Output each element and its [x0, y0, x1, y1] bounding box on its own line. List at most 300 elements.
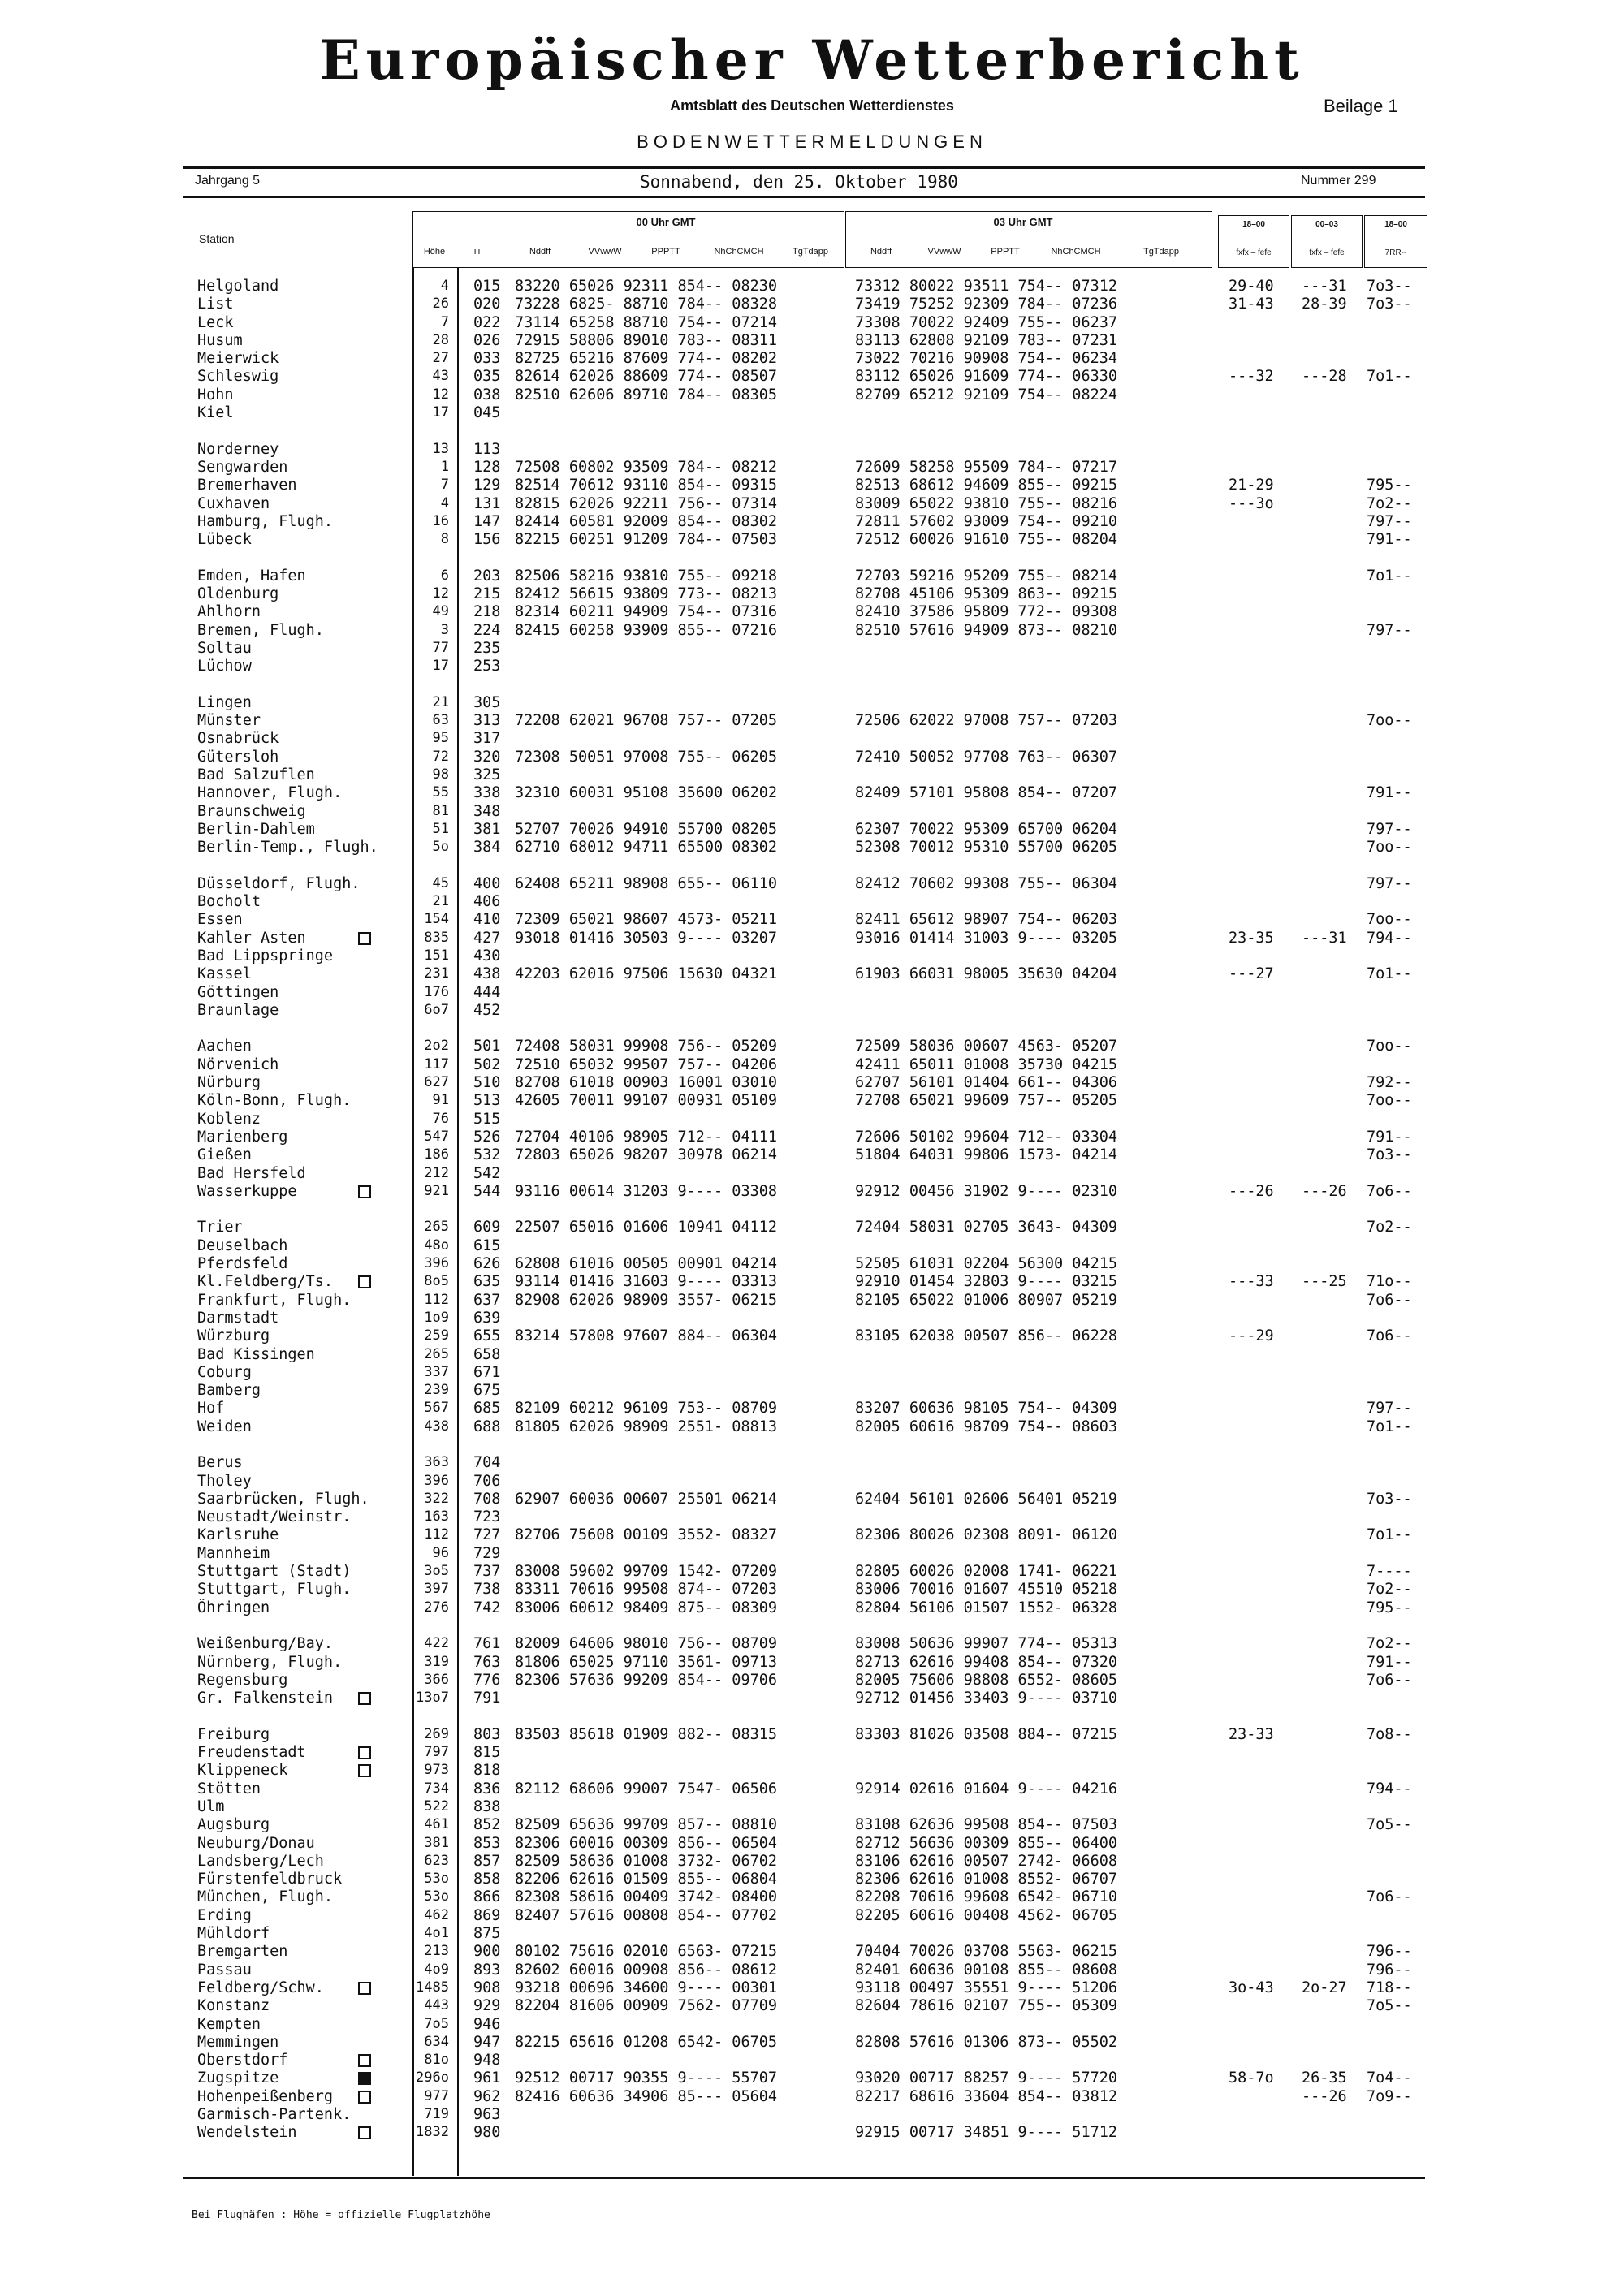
station-height: 265	[424, 1219, 449, 1236]
obs-03-utc: 42411 65011 01008 35730 04215	[855, 1055, 1118, 1073]
gust-18-00: ---3o	[1229, 494, 1274, 512]
precip-18-00: 7o6--	[1367, 1671, 1412, 1689]
station-name: Frankfurt, Flugh.	[197, 1291, 352, 1309]
station-height: 3	[440, 621, 449, 638]
station-row	[197, 1563, 1432, 1581]
station-id: 815	[473, 1744, 501, 1762]
obs-03-utc: 82217 68616 33604 854-- 03812	[855, 2087, 1118, 2105]
precip-18-00: 7oo--	[1367, 712, 1412, 730]
station-id: 675	[473, 1382, 501, 1400]
station-name: Nürburg	[197, 1074, 261, 1092]
station-height: 49	[432, 603, 449, 620]
station-row	[197, 1002, 1432, 1020]
station-id: 131	[473, 494, 501, 512]
obs-00-utc: 82308 58616 00409 3742- 08400	[515, 1888, 778, 1906]
station-id: 637	[473, 1291, 501, 1309]
obs-03-utc: 70404 70026 03708 5563- 06215	[855, 1943, 1118, 1961]
gust-18-00: 29-40	[1229, 278, 1274, 295]
station-row	[197, 1871, 1432, 1888]
station-name: Karlsruhe	[197, 1526, 279, 1544]
station-height: 797	[424, 1744, 449, 1761]
obs-00-utc: 82412 56615 93809 773-- 08213	[515, 585, 778, 603]
obs-03-utc: 83006 70016 01607 45510 05218	[855, 1581, 1118, 1599]
filled-square-marker	[358, 2072, 371, 2085]
obs-03-utc: 72410 50052 97708 763-- 06307	[855, 748, 1118, 766]
station-name: Weißenburg/Bay.	[197, 1635, 334, 1653]
station-id: 015	[473, 278, 501, 295]
station-name: Bremen, Flugh.	[197, 621, 324, 639]
station-height: 53o	[424, 1871, 449, 1888]
station-id: 147	[473, 512, 501, 530]
station-name: Münster	[197, 712, 261, 730]
station-height: 835	[424, 929, 449, 946]
station-id: 776	[473, 1671, 501, 1689]
obs-03-utc: 82401 60636 00108 855-- 08608	[855, 1961, 1118, 1979]
station-id: 962	[473, 2087, 501, 2105]
station-id: 908	[473, 1979, 501, 1996]
obs-00-utc: 32310 60031 95108 35600 06202	[515, 784, 778, 802]
station-height: 12	[432, 386, 449, 403]
obs-00-utc: 82602 60016 00908 856-- 08612	[515, 1961, 778, 1979]
station-row	[197, 568, 1432, 585]
station-height: 363	[424, 1454, 449, 1471]
station-name: Hohn	[197, 386, 234, 404]
station-row	[197, 1273, 1432, 1291]
precip-18-00: 794--	[1367, 929, 1412, 947]
precip-18-00: 795--	[1367, 1599, 1412, 1616]
obs-03-utc: 92910 01454 32803 9---- 03215	[855, 1273, 1118, 1291]
station-row	[197, 694, 1432, 712]
station-row	[197, 332, 1432, 350]
station-name: Göttingen	[197, 983, 279, 1001]
header-iii: iii	[473, 247, 481, 257]
station-row	[197, 1327, 1432, 1345]
obs-00-utc: 83503 85618 01909 882-- 08315	[515, 1725, 778, 1743]
station-id: 869	[473, 1906, 501, 1924]
station-row	[197, 2106, 1432, 2124]
station-id: 544	[473, 1182, 501, 1200]
station-row	[197, 1762, 1432, 1780]
obs-00-utc: 82112 68606 99007 7547- 06506	[515, 1780, 778, 1798]
precip-18-00: 7o9--	[1367, 2087, 1412, 2105]
station-row	[197, 1962, 1432, 1979]
obs-00-utc: 82908 62026 98909 3557- 06215	[515, 1291, 778, 1309]
station-name: Berlin-Temp., Flugh.	[197, 839, 378, 857]
station-id: 626	[473, 1255, 501, 1273]
station-height: 51	[432, 820, 449, 837]
station-row	[197, 640, 1432, 658]
station-row	[197, 1074, 1432, 1092]
obs-00-utc: 72803 65026 98207 30978 06214	[515, 1146, 778, 1164]
station-row	[197, 1183, 1432, 1201]
obs-00-utc: 83311 70616 99508 874-- 07203	[515, 1581, 778, 1599]
gust-18-00: ---27	[1229, 965, 1274, 983]
obs-03-utc: 52505 61031 02204 56300 04215	[855, 1255, 1118, 1273]
station-name: Kassel	[197, 965, 252, 983]
station-name: Neuburg/Donau	[197, 1834, 315, 1852]
precip-18-00: 797--	[1367, 874, 1412, 892]
station-id: 427	[473, 929, 501, 947]
station-id: 963	[473, 2105, 501, 2123]
station-id: 929	[473, 1997, 501, 2015]
precip-18-00: 7o3--	[1367, 1146, 1412, 1164]
station-id: 738	[473, 1581, 501, 1599]
obs-00-utc: 82215 65616 01208 6542- 06705	[515, 2033, 778, 2051]
precip-18-00: 7----	[1367, 1563, 1412, 1581]
station-row	[197, 531, 1432, 549]
station-name: Sengwarden	[197, 458, 288, 476]
precip-18-00: 71o--	[1367, 1273, 1412, 1291]
station-height: 396	[424, 1255, 449, 1272]
obs-00-utc: 81806 65025 97110 3561- 09713	[515, 1653, 778, 1671]
station-height: 81o	[424, 2052, 449, 2069]
square-marker	[358, 1692, 371, 1705]
station-name: Gießen	[197, 1146, 252, 1164]
obs-03-utc: 83303 81026 03508 884-- 07215	[855, 1725, 1118, 1743]
station-id: 615	[473, 1236, 501, 1254]
obs-03-utc: 82604 78616 02107 755-- 05309	[855, 1997, 1118, 2015]
square-marker	[358, 1746, 371, 1759]
station-height: 154	[424, 911, 449, 928]
station-id: 203	[473, 567, 501, 585]
obs-00-utc: 82509 58636 01008 3732- 06702	[515, 1852, 778, 1870]
station-name: Bamberg	[197, 1382, 261, 1400]
precip-18-00: 7o1--	[1367, 368, 1412, 386]
station-row	[197, 730, 1432, 748]
station-row	[197, 1146, 1432, 1164]
station-row	[197, 585, 1432, 603]
station-row	[197, 1508, 1432, 1526]
station-name: Kiel	[197, 404, 234, 422]
obs-00-utc: 82414 60581 92009 854-- 08302	[515, 512, 778, 530]
obs-00-utc: 42203 62016 97506 15630 04321	[515, 965, 778, 983]
obs-03-utc: 72708 65021 99609 757-- 05205	[855, 1092, 1118, 1110]
station-name: Hof	[197, 1400, 225, 1418]
station-id: 893	[473, 1961, 501, 1979]
station-name: Bremerhaven	[197, 477, 297, 494]
station-id: 235	[473, 639, 501, 657]
square-marker	[358, 1185, 371, 1198]
station-row	[197, 404, 1432, 422]
station-name: Landsberg/Lech	[197, 1852, 324, 1870]
station-id: 305	[473, 693, 501, 711]
obs-00-utc: 82708 61018 00903 16001 03010	[515, 1074, 778, 1092]
station-id: 156	[473, 531, 501, 549]
station-row	[197, 1635, 1432, 1653]
station-id: 723	[473, 1508, 501, 1526]
station-row	[197, 1364, 1432, 1382]
obs-03-utc: 83113 62808 92109 783-- 07231	[855, 331, 1118, 349]
station-id: 685	[473, 1400, 501, 1418]
station-height: 176	[424, 983, 449, 1000]
station-name: Hamburg, Flugh.	[197, 512, 334, 530]
precip-18-00: 718--	[1367, 1979, 1412, 1996]
square-marker	[358, 2126, 371, 2139]
station-name: Pferdsfeld	[197, 1255, 288, 1273]
station-name: Helgoland	[197, 278, 279, 295]
station-name: Aachen	[197, 1038, 252, 1055]
obs-00-utc: 83220 65026 92311 854-- 08230	[515, 278, 778, 295]
station-height: 4o9	[424, 1961, 449, 1978]
station-height: 53o	[424, 1888, 449, 1905]
station-height: 522	[424, 1798, 449, 1815]
station-row	[197, 658, 1432, 675]
square-marker	[358, 1275, 371, 1288]
station-name: Bocholt	[197, 893, 261, 911]
station-row	[197, 1056, 1432, 1074]
obs-00-utc: 82614 62026 88609 774-- 08507	[515, 368, 778, 386]
station-id: 853	[473, 1834, 501, 1852]
station-name: Tholey	[197, 1472, 252, 1490]
square-marker	[358, 2054, 371, 2067]
station-id: 704	[473, 1454, 501, 1472]
station-id: 857	[473, 1852, 501, 1870]
station-id: 737	[473, 1563, 501, 1581]
station-height: 76	[432, 1110, 449, 1127]
gust-18-00: 3o-43	[1229, 1979, 1274, 1996]
station-row	[197, 278, 1432, 296]
group-spacer	[197, 1201, 1432, 1219]
station-name: Bad Hersfeld	[197, 1164, 306, 1182]
station-name: Marienberg	[197, 1128, 288, 1146]
station-name: Öhringen	[197, 1599, 270, 1616]
obs-03-utc: 83009 65022 93810 755-- 08216	[855, 494, 1118, 512]
station-row	[197, 495, 1432, 513]
station-name: Saarbrücken, Flugh.	[197, 1490, 369, 1508]
station-name: Weiden	[197, 1418, 252, 1435]
station-row	[197, 1545, 1432, 1563]
obs-03-utc: 82804 56106 01507 1552- 06328	[855, 1599, 1118, 1616]
station-name: Lüchow	[197, 658, 252, 675]
station-height: 265	[424, 1345, 449, 1362]
station-height: 27	[432, 350, 449, 367]
station-name: Wasserkuppe	[197, 1182, 297, 1200]
header-r2: 00–03	[1315, 220, 1338, 229]
header-r2-sub: fxfx – fefe	[1309, 248, 1345, 257]
station-height: 1	[440, 458, 449, 475]
station-row	[197, 1654, 1432, 1672]
obs-00-utc: 83008 59602 99709 1542- 07209	[515, 1563, 778, 1581]
station-name: Köln-Bonn, Flugh.	[197, 1092, 352, 1110]
station-height: 462	[424, 1906, 449, 1923]
station-id: 113	[473, 440, 501, 458]
station-name: Freiburg	[197, 1725, 270, 1743]
station-name: Hohenpeißenberg	[197, 2087, 334, 2105]
obs-03-utc: 82808 57616 01306 873-- 05502	[855, 2033, 1118, 2051]
station-height: 1o9	[424, 1309, 449, 1326]
station-id: 438	[473, 965, 501, 983]
station-name: Husum	[197, 331, 243, 349]
station-row	[197, 2052, 1432, 2069]
station-name: Kl.Feldberg/Ts.	[197, 1273, 334, 1291]
station-id: 218	[473, 603, 501, 621]
station-name: Darmstadt	[197, 1309, 279, 1327]
station-row	[197, 1473, 1432, 1491]
station-height: 397	[424, 1581, 449, 1598]
jahrgang: Jahrgang 5	[195, 174, 261, 188]
station-row	[197, 2016, 1432, 2034]
station-id: 444	[473, 983, 501, 1001]
station-row	[197, 477, 1432, 494]
station-row	[197, 1888, 1432, 1906]
station-row	[197, 1454, 1432, 1472]
station-height: 5o	[432, 839, 449, 856]
obs-00-utc: 82306 60016 00309 856-- 06504	[515, 1834, 778, 1852]
obs-00-utc: 72915 58806 89010 783-- 08311	[515, 331, 778, 349]
precip-18-00: 7o6--	[1367, 1182, 1412, 1200]
station-height: 6	[440, 567, 449, 584]
gust-00-03: 26-35	[1302, 2069, 1347, 2087]
station-row	[197, 2069, 1432, 2087]
station-name: Soltau	[197, 639, 252, 657]
station-id: 430	[473, 947, 501, 965]
station-height: 112	[424, 1526, 449, 1543]
station-row	[197, 1581, 1432, 1599]
station-name: Gr. Falkenstein	[197, 1690, 334, 1707]
station-height: 8	[440, 531, 449, 548]
obs-03-utc: 92914 02616 01604 9---- 04216	[855, 1780, 1118, 1798]
station-height: 45	[432, 874, 449, 891]
precip-18-00: 796--	[1367, 1961, 1412, 1979]
station-name: Coburg	[197, 1363, 252, 1381]
station-height: 366	[424, 1671, 449, 1688]
station-name: Schleswig	[197, 368, 279, 386]
station-row	[197, 2034, 1432, 2052]
station-height: 21	[432, 893, 449, 910]
obs-03-utc: 92915 00717 34851 9---- 51712	[855, 2124, 1118, 2142]
obs-03-utc: 82205 60616 00408 4562- 06705	[855, 1906, 1118, 1924]
obs-00-utc: 92512 00717 90355 9---- 55707	[515, 2069, 778, 2087]
station-id: 791	[473, 1690, 501, 1707]
station-id: 325	[473, 766, 501, 784]
station-id: 128	[473, 458, 501, 476]
precip-18-00: 7o8--	[1367, 1725, 1412, 1743]
obs-00-utc: 82109 60212 96109 753-- 08709	[515, 1400, 778, 1418]
station-name: Zugspitze	[197, 2069, 279, 2087]
obs-03-utc: 62307 70022 95309 65700 06204	[855, 820, 1118, 838]
station-height: 6o7	[424, 1001, 449, 1018]
station-id: 532	[473, 1146, 501, 1164]
header-00-ppptt: PPPTT	[651, 247, 680, 257]
precip-18-00: 7o6--	[1367, 1327, 1412, 1345]
station-row	[197, 803, 1432, 821]
precip-18-00: 7o3--	[1367, 1490, 1412, 1508]
station-id: 947	[473, 2033, 501, 2051]
gust-00-03: ---31	[1302, 929, 1347, 947]
obs-03-utc: 72606 50102 99604 712-- 03304	[855, 1128, 1118, 1146]
station-height: 239	[424, 1382, 449, 1399]
station-name: Bad Salzuflen	[197, 766, 315, 784]
station-name: Essen	[197, 911, 243, 929]
issue-date: Sonnabend, den 25. Oktober 1980	[640, 172, 958, 192]
station-height: 8o5	[424, 1273, 449, 1290]
header-00-uhr: 00 Uhr GMT	[636, 216, 696, 228]
station-id: 313	[473, 712, 501, 730]
station-name: Konstanz	[197, 1997, 270, 2015]
station-row	[197, 1491, 1432, 1508]
header-r1: 18–00	[1242, 220, 1265, 229]
station-id: 961	[473, 2069, 501, 2087]
station-row	[197, 1237, 1432, 1255]
station-id: 045	[473, 404, 501, 422]
station-name: Emden, Hafen	[197, 567, 306, 585]
header-hoehe: Höhe	[423, 247, 446, 257]
obs-03-utc: 82513 68612 94609 855-- 09215	[855, 477, 1118, 494]
obs-03-utc: 82713 62616 99408 854-- 07320	[855, 1653, 1118, 1671]
station-row	[197, 368, 1432, 386]
station-height: 117	[424, 1055, 449, 1072]
station-id: 875	[473, 1925, 501, 1943]
station-id: 501	[473, 1038, 501, 1055]
page-title: Europäischer Wetterbericht	[319, 28, 1305, 92]
precip-18-00: 792--	[1367, 1074, 1412, 1092]
station-name: Augsburg	[197, 1816, 270, 1834]
header-r3: 18–00	[1384, 220, 1407, 229]
precip-18-00: 7o1--	[1367, 965, 1412, 983]
obs-00-utc: 82206 62616 01509 855-- 06804	[515, 1871, 778, 1888]
station-id: 038	[473, 386, 501, 404]
gust-18-00: 58-7o	[1229, 2069, 1274, 2087]
precip-18-00: 7o1--	[1367, 1418, 1412, 1435]
obs-00-utc: 52707 70026 94910 55700 08205	[515, 820, 778, 838]
station-id: 838	[473, 1798, 501, 1815]
station-name: Freudenstadt	[197, 1744, 306, 1762]
obs-00-utc: 62907 60036 00607 25501 06214	[515, 1490, 778, 1508]
station-row	[197, 821, 1432, 839]
header-03-uhr: 03 Uhr GMT	[993, 216, 1053, 228]
group-spacer	[197, 422, 1432, 440]
station-name: Kahler Asten	[197, 929, 306, 947]
header-00-nhch: NhChCMCH	[714, 247, 764, 257]
station-height: 112	[424, 1291, 449, 1308]
station-row	[197, 1310, 1432, 1327]
station-height: 21	[432, 693, 449, 710]
group-spacer	[197, 676, 1432, 694]
obs-00-utc: 93116 00614 31203 9---- 03308	[515, 1182, 778, 1200]
station-height: 438	[424, 1418, 449, 1435]
issue-number: Nummer 299	[1301, 174, 1376, 188]
station-name: Bremgarten	[197, 1943, 288, 1961]
precip-18-00: 7oo--	[1367, 1092, 1412, 1110]
station-height: 91	[432, 1092, 449, 1109]
obs-03-utc: 83112 65026 91609 774-- 06330	[855, 368, 1118, 386]
gust-00-03: ---26	[1302, 1182, 1347, 1200]
obs-03-utc: 82409 57101 95808 854-- 07207	[855, 784, 1118, 802]
station-row	[197, 1526, 1432, 1544]
station-row	[197, 1092, 1432, 1110]
station-id: 635	[473, 1273, 501, 1291]
station-id: 946	[473, 2015, 501, 2033]
station-height: 72	[432, 748, 449, 765]
station-name: List	[197, 296, 234, 313]
obs-00-utc: 62710 68012 94711 65500 08302	[515, 839, 778, 857]
station-row	[197, 2124, 1432, 2142]
obs-00-utc: 82204 81606 00909 7562- 07709	[515, 1997, 778, 2015]
station-id: 858	[473, 1871, 501, 1888]
station-name: Berus	[197, 1454, 243, 1472]
station-name: Nörvenich	[197, 1055, 279, 1073]
station-row	[197, 314, 1432, 332]
station-name: Bad Kissingen	[197, 1345, 315, 1363]
gust-18-00: 21-29	[1229, 477, 1274, 494]
header-03-nhch: NhChCMCH	[1051, 247, 1101, 257]
obs-00-utc: 82706 75608 00109 3552- 08327	[515, 1526, 778, 1544]
group-spacer	[197, 857, 1432, 875]
station-id: 727	[473, 1526, 501, 1544]
station-row	[197, 459, 1432, 477]
station-row	[197, 1780, 1432, 1798]
precip-18-00: 7o1--	[1367, 567, 1412, 585]
